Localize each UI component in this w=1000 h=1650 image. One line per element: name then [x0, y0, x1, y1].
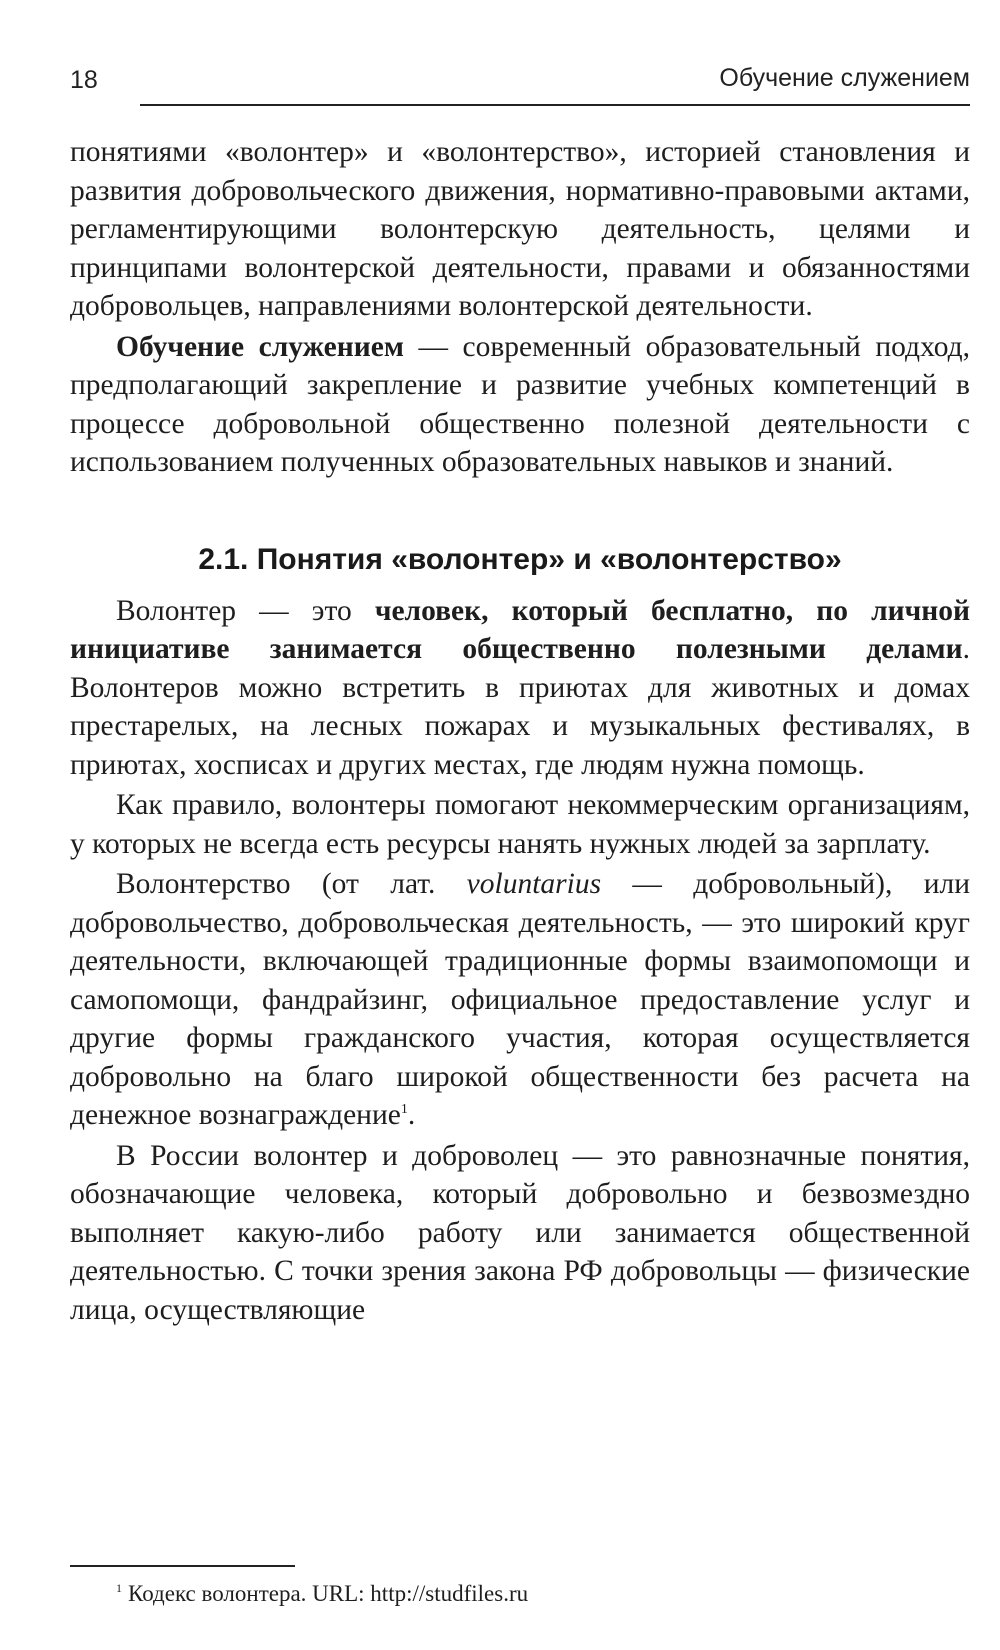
- term-service-learning: Обучение служением: [116, 330, 404, 363]
- intro-paragraph-1: понятиями «волонтер» и «волонтерство», историей становления и развития добровольческого движения, нормативно-правовыми актами, регламентирующими волонтерскую деятельность, целями и принципами волонтерской деятельности, правами и обязанностями добровольцев, направлениями волонтерской деятельности.: [70, 136, 970, 322]
- body-text: [70, 133, 970, 1329]
- footnote-rule: [70, 1565, 295, 1567]
- footnote-reference[interactable]: 1: [400, 1102, 408, 1118]
- section-paragraph-3-end: .: [407, 1099, 416, 1131]
- volunteer-definition: человек, который бесплатно, по личной инициативе занимается общественно полезными делами: [70, 594, 971, 665]
- page-number: 18: [70, 66, 98, 94]
- intro-paragraph-2-text: — современный образовательный подход, предполагающий закрепление и развитие учебных компетенций в процессе добровольной общественно полезной деятельности с использованием полученных образовательных навыков и знаний.: [70, 330, 970, 478]
- section-paragraph-1-start: Волонтер — это: [116, 594, 375, 627]
- running-head: [70, 64, 970, 104]
- section-paragraph-3: [70, 865, 970, 1135]
- section-paragraph-1-rest: . Волонтеров можно встретить в приютах для животных и домах престарелых, на лесных пожарах и музыкальных фестивалях, в приютах, хосписах и других местах, где людям нужна помощь.: [70, 633, 970, 781]
- latin-term: voluntarius: [466, 868, 602, 900]
- section-paragraph-3-rest: — добровольный), или добровольчество, добровольческая деятельность, — это широкий круг деятельности, включающей традиционные формы взаимопомощи и самопомощи, фандрайзинг, официальное предоставление услуг и другие формы гражданского участия, которая осуществляется добровольно на благо широкой общественности без расчета на денежное вознаграждение: [70, 868, 970, 1131]
- running-title: Обучение служением: [719, 64, 970, 92]
- footnote-marker: 1: [116, 1581, 122, 1596]
- section-paragraph-4: В России волонтер и доброволец — это равнозначные понятия, обозначающие человека, который добровольно и безвозмездно выполняет какую-либо работу или занимается общественной деятельностью. С точки зрения закона РФ добровольцы — физические лица, осуществляющие: [70, 1139, 970, 1326]
- section-heading: 2.1. Понятия «волонтер» и «волонтерство»: [198, 542, 842, 576]
- intro-paragraph-2: [70, 328, 970, 482]
- section-paragraph-3-start: Волонтерство (от лат.: [116, 868, 467, 900]
- footnote-text: Кодекс волонтера. URL: http://studfiles.ru: [128, 1581, 529, 1606]
- section-paragraph-1: [70, 592, 970, 785]
- section-paragraph-2: Как правило, волонтеры помогают некоммерческим организациям, у которых не всегда есть ресурсы нанять нужных людей за зарплату.: [70, 789, 970, 860]
- header-rule: [140, 104, 970, 106]
- footnote: [116, 1580, 528, 1608]
